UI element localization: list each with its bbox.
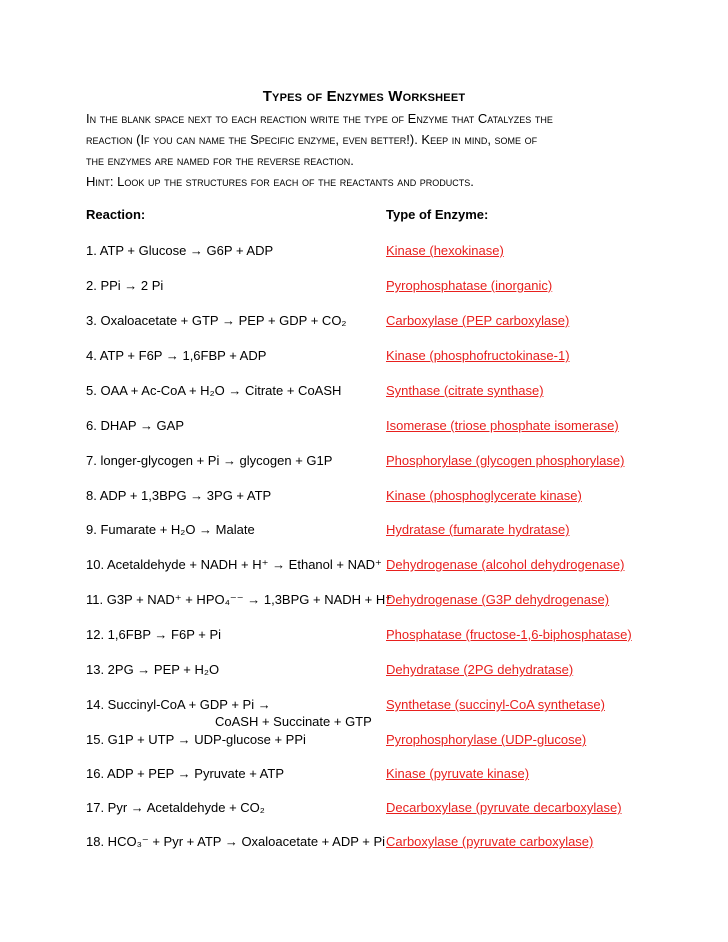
- reaction-row: [86, 453, 646, 473]
- reaction-equation: 9. Fumarate + H₂O → Malate: [86, 522, 255, 537]
- enzyme-answer: Pyrophosphatase (inorganic): [386, 278, 553, 293]
- enzyme-answer: Hydratase (fumarate hydratase): [386, 522, 570, 537]
- reaction-row: [86, 697, 646, 733]
- enzyme-answer: Isomerase (triose phosphate isomerase): [386, 418, 619, 433]
- reaction-equation: 15. G1P + UTP → UDP-glucose + PPi: [86, 732, 306, 747]
- reaction-row: [86, 522, 646, 542]
- reaction-row: [86, 348, 646, 368]
- reaction-equation: 14. Succinyl-CoA + GDP + Pi →: [86, 697, 271, 712]
- instructions-line-3: the enzymes are named for the reverse reaction.: [86, 153, 354, 168]
- enzyme-answer: Phosphatase (fructose-1,6-biphosphatase): [386, 627, 632, 642]
- reaction-row: [86, 592, 646, 612]
- reaction-row: [86, 732, 646, 752]
- reaction-row: [86, 313, 646, 333]
- enzyme-answer: Carboxylase (pyruvate carboxylase): [386, 834, 594, 849]
- enzyme-answer: Dehydratase (2PG dehydratase): [386, 662, 574, 677]
- reaction-row: [86, 488, 646, 508]
- reaction-row: [86, 383, 646, 403]
- reaction-equation: 18. HCO₃⁻ + Pyr + ATP → Oxaloacetate + ADP + Pi: [86, 834, 386, 849]
- reaction-equation: 8. ADP + 1,3BPG → 3PG + ATP: [86, 488, 272, 503]
- reaction-row: [86, 243, 646, 263]
- enzyme-answer: Kinase (phosphofructokinase-1): [386, 348, 570, 363]
- reaction-equation-continued: CoASH + Succinate + GTP: [215, 714, 372, 729]
- enzyme-column-header: Type of Enzyme:: [386, 207, 489, 222]
- reaction-row: [86, 834, 646, 854]
- enzyme-answer: Dehydrogenase (G3P dehydrogenase): [386, 592, 610, 607]
- reaction-row: [86, 557, 646, 577]
- hint-line: Hint: Look up the structures for each of the reactants and products.: [86, 174, 474, 189]
- instructions-line-2: reaction (If you can name the Specific enzyme, even better!). Keep in mind, some of: [86, 132, 538, 147]
- reaction-row: [86, 662, 646, 682]
- reaction-equation: 6. DHAP → GAP: [86, 418, 185, 433]
- reaction-column-header: Reaction:: [86, 207, 146, 222]
- enzyme-answer: Decarboxylase (pyruvate decarboxylase): [386, 800, 622, 815]
- reaction-equation: 7. longer-glycogen + Pi → glycogen + G1P: [86, 453, 333, 468]
- reaction-row: [86, 278, 646, 298]
- reaction-equation: 12. 1,6FBP → F6P + Pi: [86, 627, 222, 642]
- enzyme-answer: Dehydrogenase (alcohol dehydrogenase): [386, 557, 625, 572]
- enzyme-answer: Synthase (citrate synthase): [386, 383, 544, 398]
- enzyme-answer: Pyrophosphorylase (UDP-glucose): [386, 732, 587, 747]
- reaction-row: [86, 766, 646, 786]
- reaction-equation: 16. ADP + PEP → Pyruvate + ATP: [86, 766, 284, 781]
- enzyme-answer: Kinase (phosphoglycerate kinase): [386, 488, 582, 503]
- reaction-equation: 4. ATP + F6P → 1,6FBP + ADP: [86, 348, 267, 363]
- reaction-equation: 2. PPi → 2 Pi: [86, 278, 164, 293]
- worksheet-title: Types of Enzymes Worksheet: [262, 88, 466, 105]
- reaction-equation: 11. G3P + NAD⁺ + HPO₄⁻⁻ → 1,3BPG + NADH + H⁺: [86, 592, 393, 607]
- reaction-equation: 13. 2PG → PEP + H₂O: [86, 662, 220, 677]
- instructions-line-1: In the blank space next to each reaction write the type of Enzyme that Catalyzes the: [86, 111, 553, 126]
- reaction-equation: 1. ATP + Glucose → G6P + ADP: [86, 243, 274, 258]
- reaction-row: [86, 418, 646, 438]
- reaction-equation: 5. OAA + Ac-CoA + H₂O → Citrate + CoASH: [86, 383, 342, 398]
- enzyme-answer: Kinase (hexokinase): [386, 243, 504, 258]
- reaction-row: [86, 800, 646, 820]
- enzyme-answer: Synthetase (succinyl-CoA synthetase): [386, 697, 605, 712]
- enzyme-answer: Phosphorylase (glycogen phosphorylase): [386, 453, 625, 468]
- enzyme-answer: Carboxylase (PEP carboxylase): [386, 313, 570, 328]
- reaction-equation: 10. Acetaldehyde + NADH + H⁺ → Ethanol + NAD⁺: [86, 557, 382, 572]
- reaction-equation: 3. Oxaloacetate + GTP → PEP + GDP + CO₂: [86, 313, 347, 328]
- reaction-equation: 17. Pyr → Acetaldehyde + CO₂: [86, 800, 265, 815]
- enzyme-answer: Kinase (pyruvate kinase): [386, 766, 530, 781]
- reaction-row: [86, 627, 646, 647]
